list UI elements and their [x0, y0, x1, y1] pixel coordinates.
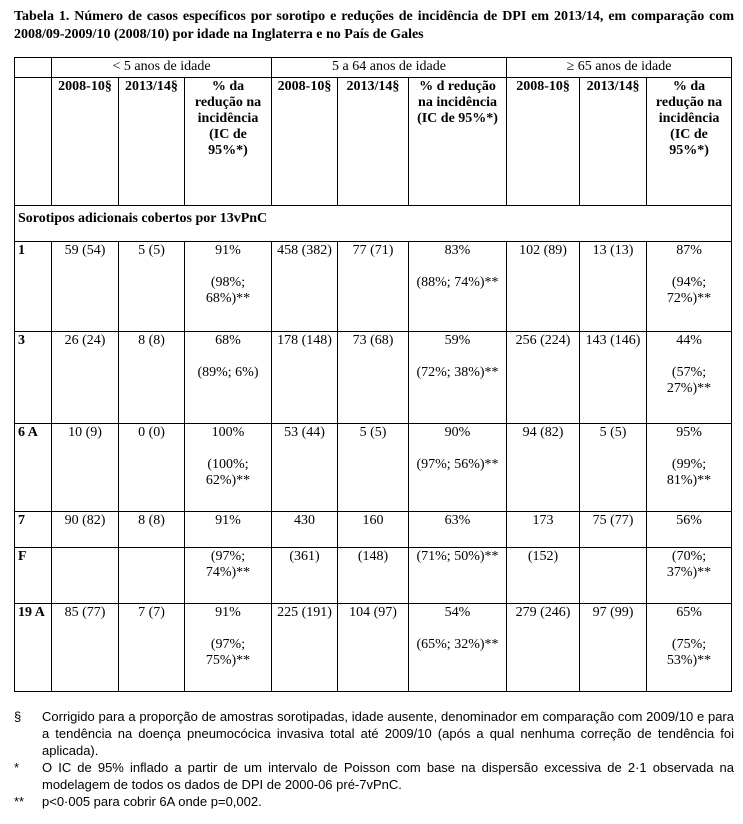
count-cell: 256 (224): [507, 332, 580, 424]
reduction-value: 91%: [215, 605, 241, 620]
footnote-mark: **: [14, 794, 25, 809]
count-cell: 458 (382): [272, 242, 338, 332]
reduction-cell: [185, 424, 272, 512]
count-cell: 75 (77): [580, 512, 647, 548]
table-row: [15, 548, 732, 604]
reduction-cell: [185, 604, 272, 692]
reduction-value: 63%: [444, 513, 471, 528]
col-header-g2-reduction: % d redução na incidência (IC de 95%*): [409, 78, 507, 206]
footnote-double-asterisk: [14, 793, 734, 810]
reduction-ci: (57%; 27%)**: [666, 365, 712, 396]
reduction-cell: [647, 548, 732, 604]
reduction-cell: [647, 332, 732, 424]
count-cell: 97 (99): [580, 604, 647, 692]
col-header-g1-2013: 2013/14§: [119, 78, 185, 206]
reduction-cell: [409, 512, 507, 548]
serotype-cell: 19 A: [15, 604, 52, 692]
reduction-cell: [647, 512, 732, 548]
reduction-value: 100%: [211, 425, 245, 440]
col-header-g3-reduction: % da redução na incidência (IC de 95%*): [647, 78, 732, 206]
col-header-g2-2013: 2013/14§: [338, 78, 409, 206]
reduction-ci: (98%; 68%)**: [205, 275, 251, 306]
count-cell: 104 (97): [338, 604, 409, 692]
col-header-g1-2008: 2008-10§: [52, 78, 119, 206]
reduction-cell: [409, 242, 507, 332]
count-cell: 102 (89): [507, 242, 580, 332]
col-header-g1-reduction: % da redução na incidência (IC de 95%*): [185, 78, 272, 206]
reduction-value: (71%; 50%)**: [416, 549, 499, 564]
group-header-under5: < 5 anos de idade: [52, 58, 272, 78]
table-row: [15, 332, 732, 424]
count-cell: 5 (5): [338, 424, 409, 512]
count-cell: 85 (77): [52, 604, 119, 692]
reduction-ci: (97%; 56%)**: [416, 457, 499, 472]
reduction-value: 91%: [215, 243, 241, 258]
count-cell: [52, 548, 119, 604]
footnote-text: p<0·005 para cobrir 6A onde p=0,002.: [42, 794, 262, 809]
footnote-mark: §: [14, 709, 22, 724]
table-row: [15, 242, 732, 332]
count-cell: (361): [272, 548, 338, 604]
count-cell: 26 (24): [52, 332, 119, 424]
count-cell: 279 (246): [507, 604, 580, 692]
group-header-5to64: 5 a 64 anos de idade: [272, 58, 507, 78]
reduction-cell: [185, 512, 272, 548]
footnote-section: [14, 708, 734, 759]
count-cell: 173: [507, 512, 580, 548]
table-row: [15, 424, 732, 512]
serotype-table: [14, 57, 732, 692]
reduction-value: 95%: [676, 425, 702, 440]
count-cell: 225 (191): [272, 604, 338, 692]
footnotes: [14, 708, 734, 810]
reduction-cell: [185, 548, 272, 604]
reduction-ci: (75%; 53%)**: [666, 637, 712, 668]
reduction-cell: [409, 604, 507, 692]
reduction-ci: (97%; 75%)**: [205, 637, 251, 668]
reduction-ci: (65%; 32%)**: [416, 637, 499, 652]
col-header-g2-2008: 2008-10§: [272, 78, 338, 206]
footnote-text: Corrigido para a proporção de amostras sorotipadas, idade ausente, denominador em comparação com 2009/10 e para a tendência na doença pneumocócica invasiva total até 2009/10 (após a qual nenhuma correção de tendência foi aplicada).: [42, 709, 734, 758]
reduction-value: 44%: [676, 333, 702, 348]
count-cell: 5 (5): [580, 424, 647, 512]
serotype-cell: 6 A: [15, 424, 52, 512]
count-cell: 8 (8): [119, 512, 185, 548]
footnote-text: O IC de 95% inflado a partir de um intervalo de Poisson com base na dispersão excessiva de 2·1 observada na modelagem de todos os dados de DPI de 2000-06 pré-7vPnC.: [42, 760, 734, 792]
col-header-g3-2008: 2008-10§: [507, 78, 580, 206]
reduction-cell: [409, 332, 507, 424]
count-cell: 5 (5): [119, 242, 185, 332]
reduction-value: 90%: [444, 425, 471, 440]
count-cell: (148): [338, 548, 409, 604]
count-cell: 430: [272, 512, 338, 548]
count-cell: [119, 548, 185, 604]
section-label: Sorotipos adicionais cobertos por 13vPnC: [15, 206, 732, 242]
reduction-value: 54%: [444, 605, 471, 620]
count-cell: 178 (148): [272, 332, 338, 424]
count-cell: (152): [507, 548, 580, 604]
count-cell: 59 (54): [52, 242, 119, 332]
count-cell: 73 (68): [338, 332, 409, 424]
count-cell: 143 (146): [580, 332, 647, 424]
count-cell: 160: [338, 512, 409, 548]
count-cell: 8 (8): [119, 332, 185, 424]
reduction-ci: (100%; 62%)**: [205, 457, 251, 488]
count-cell: 77 (71): [338, 242, 409, 332]
reduction-value: 83%: [444, 243, 471, 258]
serotype-cell: 1: [15, 242, 52, 332]
reduction-ci: (72%; 38%)**: [416, 365, 499, 380]
reduction-value: 91%: [215, 513, 241, 528]
serotype-cell: F: [15, 548, 52, 604]
reduction-cell: [647, 242, 732, 332]
subheader-corner: [15, 78, 52, 206]
footnote-asterisk: [14, 759, 734, 793]
reduction-value: 59%: [444, 333, 471, 348]
count-cell: 53 (44): [272, 424, 338, 512]
count-cell: 94 (82): [507, 424, 580, 512]
reduction-ci: (94%; 72%)**: [666, 275, 712, 306]
table-row: [15, 512, 732, 548]
col-header-g3-2013: 2013/14§: [580, 78, 647, 206]
reduction-cell: [185, 332, 272, 424]
group-header-65plus: ≥ 65 anos de idade: [507, 58, 732, 78]
count-cell: 13 (13): [580, 242, 647, 332]
reduction-value: (97%; 74%)**: [205, 549, 251, 580]
serotype-cell: 3: [15, 332, 52, 424]
reduction-cell: [409, 548, 507, 604]
reduction-value: 65%: [676, 605, 702, 620]
count-cell: 7 (7): [119, 604, 185, 692]
count-cell: 10 (9): [52, 424, 119, 512]
reduction-ci: (99%; 81%)**: [666, 457, 712, 488]
reduction-value: 68%: [215, 333, 241, 348]
reduction-ci: (89%; 6%): [197, 365, 259, 380]
reduction-cell: [409, 424, 507, 512]
reduction-cell: [647, 604, 732, 692]
serotype-cell: 7: [15, 512, 52, 548]
reduction-cell: [647, 424, 732, 512]
reduction-value: 56%: [676, 513, 702, 528]
table-title: Tabela 1. Número de casos específicos por sorotipo e reduções de incidência de DPI em 2013/14, em comparação com 2008/09-2009/10 (2008/10) por idade na Inglaterra e no País de Gales: [14, 9, 734, 42]
count-cell: 90 (82): [52, 512, 119, 548]
reduction-value: 87%: [676, 243, 702, 258]
header-corner: [15, 58, 52, 78]
table-row: [15, 604, 732, 692]
count-cell: [580, 548, 647, 604]
reduction-value: (70%; 37%)**: [666, 549, 712, 580]
count-cell: 0 (0): [119, 424, 185, 512]
reduction-ci: (88%; 74%)**: [416, 275, 499, 290]
reduction-cell: [185, 242, 272, 332]
footnote-mark: *: [14, 760, 20, 775]
